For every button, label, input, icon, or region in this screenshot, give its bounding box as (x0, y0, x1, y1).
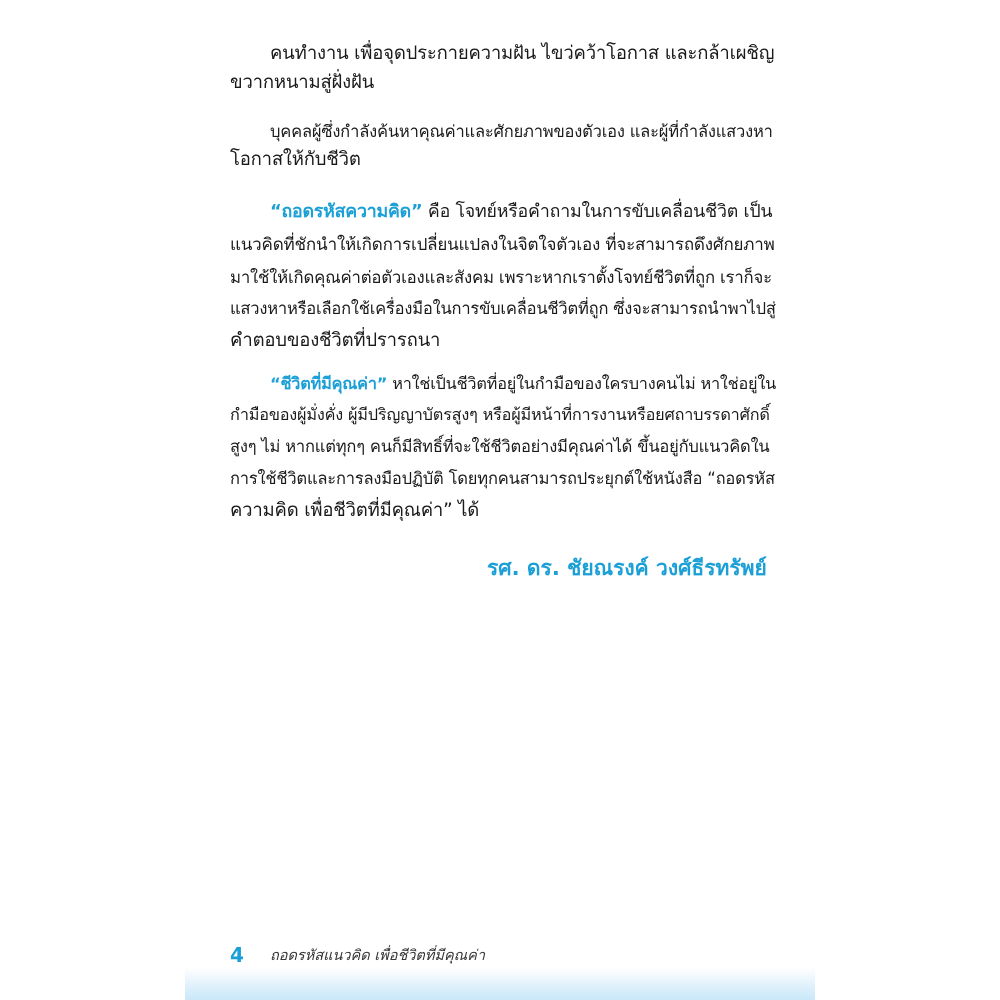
paragraph-4-line-4: การใช้ชีวิตและการลงมือปฏิบัติ โดยทุกคนสามารถประยุกต์ใช้หนังสือ “ถอดรหัส (230, 469, 775, 488)
paragraph-3-line-5: คำตอบของชีวิตที่ปรารถนา (230, 330, 441, 351)
paragraph-3-lead: คือ โจทย์หรือคำถามในการขับเคลื่อนชีวิต เป็น (422, 202, 773, 222)
paragraph-4-line-1 (270, 372, 775, 396)
paragraph-1-line-1: คนทำงาน เพื่อจุดประกายความฝัน ไขว่คว้าโอกาส และกล้าเผชิญ (270, 43, 775, 64)
page-number: 4 (230, 943, 244, 967)
paragraph-4-line-3: สูงๆ ไม่ หากแต่ทุกๆ คนก็มีสิทธิ์ที่จะใช้ชีวิตอย่างมีคุณค่าได้ ขึ้นอยู่กับแนวคิดใน (230, 437, 770, 456)
running-footer-title: ถอดรหัสแนวคิด เพื่อชีวิตที่มีคุณค่า (270, 948, 485, 964)
paragraph-4-lead: หาใช่เป็นชีวิตที่อยู่ในกำมือของใครบางคนไม่ หาใช่อยู่ใน (387, 374, 777, 393)
paragraph-4-line-5: ความคิด เพื่อชีวิตที่มีคุณค่า” ได้ (230, 500, 480, 521)
paragraph-2-line-2: โอกาสให้กับชีวิต (230, 149, 361, 170)
highlight-decode-thinking: “ถอดรหัสความคิด” (270, 202, 423, 222)
highlight-valuable-life: “ชีวิตที่มีคุณค่า” (270, 374, 388, 393)
paragraph-3-line-4: แสวงหาหรือเลือกใช้เครื่องมือในการขับเคลื่อนชีวิตที่ถูก ซึ่งจะสามารถนำพาไปสู่ (230, 299, 776, 318)
paragraph-3-line-2: แนวคิดที่ชักนำให้เกิดการเปลี่ยนแปลงในจิตใจตัวเอง ที่จะสามารถดึงศักยภาพ (230, 235, 775, 255)
footer-gradient-band (185, 968, 815, 1000)
author-name: รศ. ดร. ชัยณรงค์ วงศ์ธีรทรัพย์ (487, 556, 767, 580)
paragraph-3-line-3: มาใช้ให้เกิดคุณค่าต่อตัวเองและสังคม เพราะหากเราตั้งโจทย์ชีวิตที่ถูก เราก็จะ (230, 267, 772, 287)
paragraph-1-line-2: ขวากหนามสู่ฝั่งฝัน (230, 72, 375, 93)
paragraph-2-line-1: บุคคลผู้ซึ่งกำลังค้นหาคุณค่าและศักยภาพของตัวเอง และผู้ที่กำลังแสวงหา (270, 122, 773, 141)
paragraph-4-line-2: กำมือของผู้มั่งคั่ง ผู้มีปริญญาบัตรสูงๆ หรือผู้มีหน้าที่การงานหรือยศถาบรรดาศักดิ์ (230, 405, 770, 424)
paragraph-3-line-1 (270, 200, 775, 224)
